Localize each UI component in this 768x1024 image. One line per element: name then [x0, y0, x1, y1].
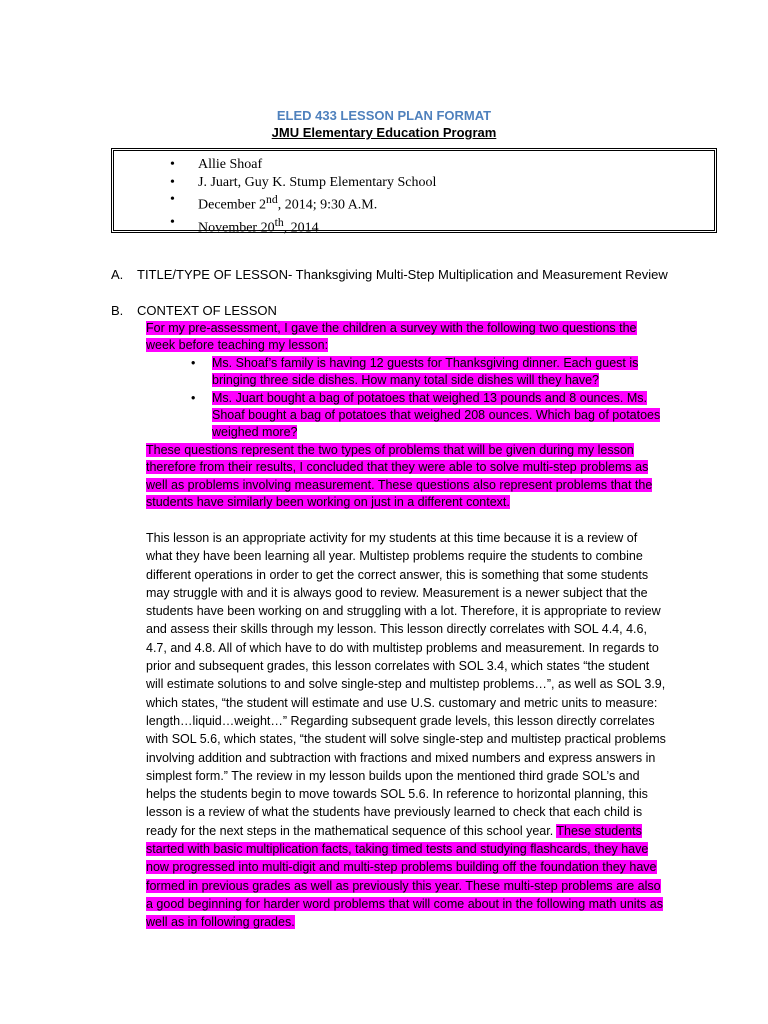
section-b-letter: B.	[111, 303, 124, 318]
document-title: ELED 433 LESSON PLAN FORMAT	[276, 108, 492, 123]
lesson-rationale	[146, 529, 666, 932]
analysis-text: These questions represent the two types of problems that will be given during my lesson therefore from their results, I concluded that they were able to solve multi-step problems as well as problems involving measurement. These questions also represent problems that the students have similarly been working on just in a different context.	[146, 442, 653, 510]
info-list	[170, 156, 436, 237]
question-item	[212, 390, 666, 442]
document-subtitle: JMU Elementary Education Program	[271, 125, 497, 140]
info-item-text: , 2014; 9:30 A.M.	[277, 197, 378, 213]
info-item-school	[170, 174, 436, 192]
rationale-text: This lesson is an appropriate activity for my students at this time because it is a review of what they have been learning all year. Multistep problems require the students to combine different operations in order to get the correct answer, this is something that some students may struggle with and it is always good to review. Measurement is a newer subject that the students have been working on and struggling with a lot. Therefore, it is appropriate to review and assess their skills through my lesson. This lesson directly correlates with SOL 4.4, 4.6, 4.7, and 4.8. All of which have to do with multistep problems and measurement. In regards to prior and subsequent grades, this lesson correlates with SOL 3.4, which states “the student will estimate solutions to and solve single-step and multistep problems…”, as well as SOL 3.9, which states, “the student will estimate and use U.S. customary and metric units to measure: length…liquid…weight…” Regarding subsequent grade levels, this lesson directly correlates with SOL 5.6, which states, “the student will solve single-step and multistep practical problems involving addition and subtraction with fractions and mixed numbers and express answers in simplest form.” The review in my lesson builds upon the mentioned third grade SOL’s and helps the students begin to move towards SOL 5.6. In reference to horizontal planning, this lesson is a review of what the students have previously learned to check that each child is ready for the next steps in the mathematical sequence of this school year.	[146, 531, 666, 838]
info-item-lesson-date	[170, 191, 436, 214]
intro-text: For my pre-assessment, I gave the children a survey with the following two questions the week before teaching my lesson:	[146, 321, 637, 353]
section-b-heading	[111, 303, 277, 318]
question-text: Ms. Juart bought a bag of potatoes that weighed 13 pounds and 8 ounces. Ms. Shoaf bought a bag of potatoes that weighed 208 ounces. Which bag of potatoes weighed more?	[212, 390, 661, 440]
info-item-text: November 20	[198, 220, 275, 236]
context-block	[146, 320, 666, 511]
info-box	[111, 148, 717, 236]
info-item-text: , 2014	[283, 220, 319, 236]
question-list	[146, 355, 666, 442]
section-a-text: TITLE/TYPE OF LESSON- Thanksgiving Multi-Step Multiplication and Measurement Review	[137, 267, 668, 282]
info-item-sup: th	[274, 216, 284, 230]
question-item	[212, 355, 666, 390]
section-b-title: CONTEXT OF LESSON	[137, 303, 277, 318]
info-item-submit-date	[170, 214, 436, 237]
info-item-sup: nd	[266, 193, 278, 206]
rationale-highlight: These students started with basic multiplication facts, taking timed tests and studying flashcards, they have now progressed into multi-digit and multi-step problems building off the foundation they have formed in previous grades as well as previously this year. These multi-step problems are also a good beginning for harder word problems that will come about in the following math units as well as in following grades.	[146, 823, 663, 930]
question-text: Ms. Shoaf’s family is having 12 guests for Thanksgiving dinner. Each guest is bringing three side dishes. How many total side dishes will they have?	[212, 355, 639, 388]
rationale-paragraph	[146, 529, 666, 932]
info-item-text: Allie Shoaf	[198, 157, 263, 172]
pre-assessment-analysis	[146, 442, 666, 512]
info-item-author	[170, 156, 436, 174]
info-item-text: J. Juart, Guy K. Stump Elementary School	[198, 174, 437, 190]
section-a-letter: A.	[111, 267, 124, 282]
section-a	[111, 267, 668, 282]
pre-assessment-intro	[146, 320, 666, 355]
info-item-text: December 2	[198, 197, 267, 213]
